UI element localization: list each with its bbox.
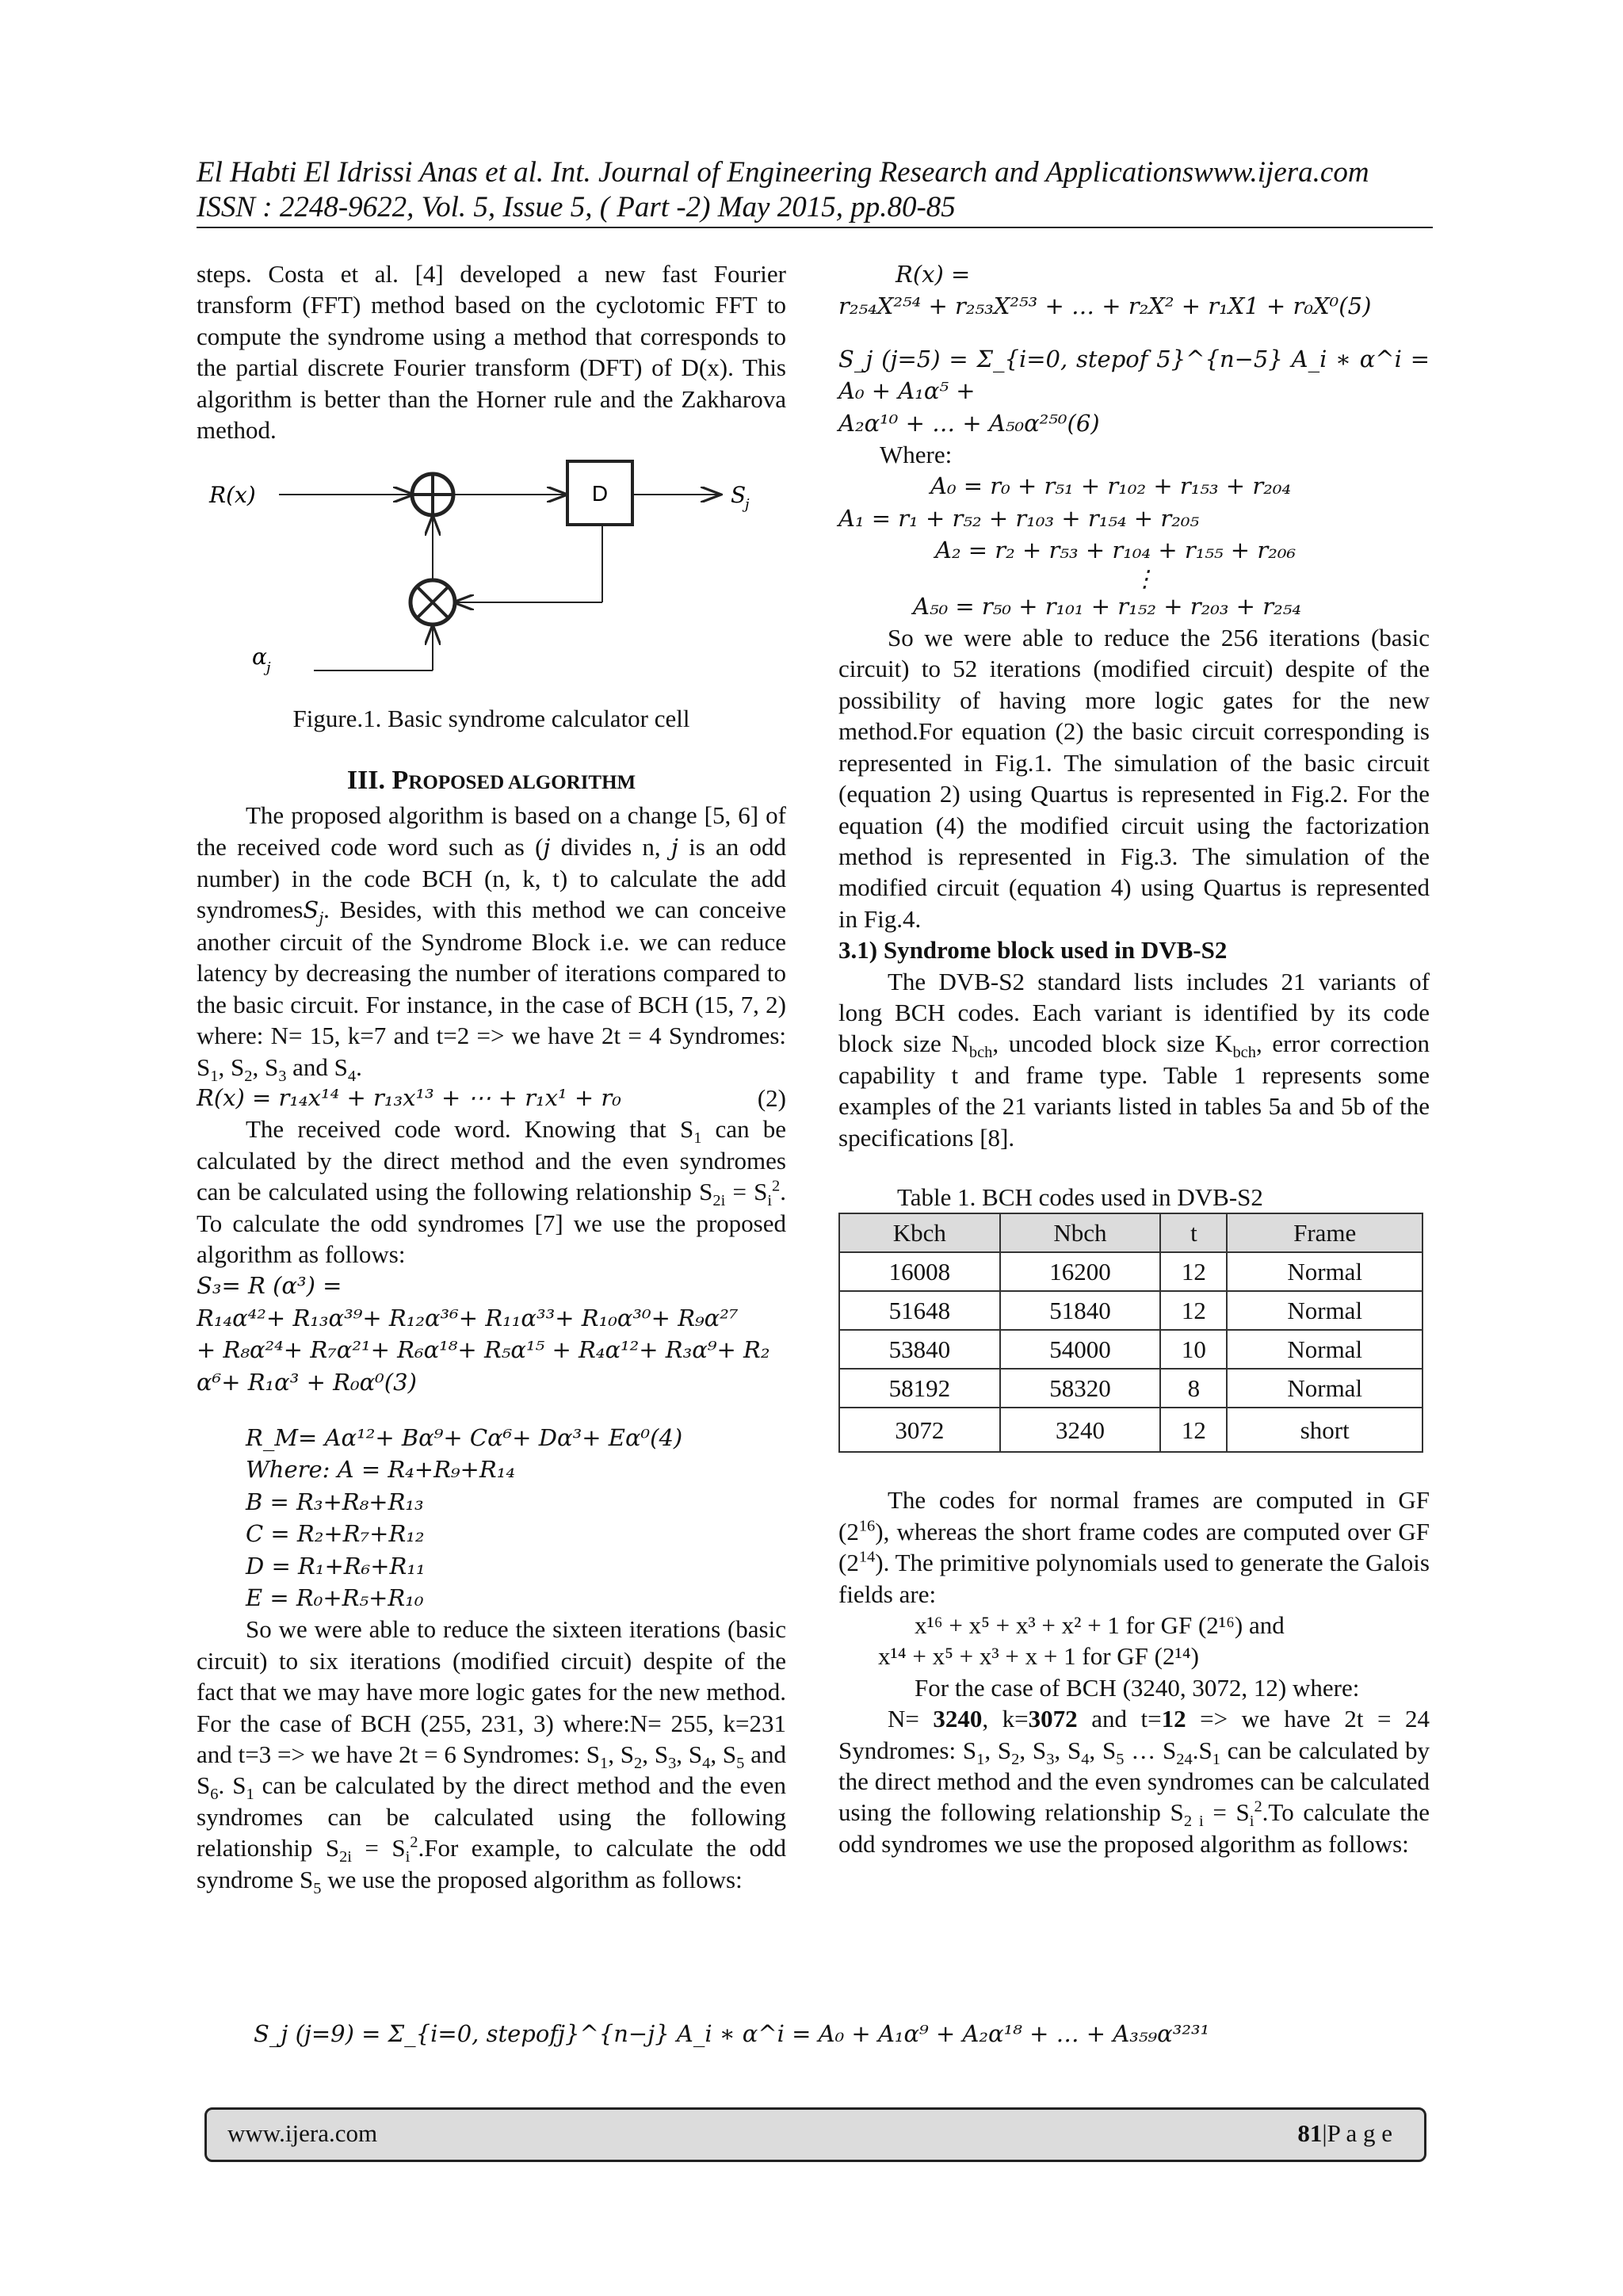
alpha-label: α — [252, 644, 267, 670]
table-header-cell: Kbch — [839, 1213, 1000, 1252]
table-row — [839, 1369, 1423, 1408]
where-label: Where: — [880, 441, 953, 469]
right-para-1: So we were able to reduce the 256 iterations (basic circuit) to 52 iterations (modified circuit) despite of the possibility of having more logic gates for the new method.For equation (2) the basic circuit corresponding is represented in Fig.1. The simulation of the basic circuit (equation 2) using Quartus is represented in Fig.2. For the equation (4) the modified circuit using the factorization method is represented in Fig.3. The simulation of the modified circuit (equation 4) using Quartus is represented in Fig.4. — [838, 624, 1430, 933]
right-para-4: For the case of BCH (3240, 3072, 12) where: — [915, 1673, 1360, 1702]
right-para-3: The codes for normal frames are computed in GF $(2^{16})$, whereas the short frame codes are computed over GF $(2^{14})$. The primitive polynomials used to generate the Galois fields are: — [838, 1486, 1430, 1608]
coef-a50: A₅₀ = r₅₀ + r₁₀₁ + r₁₅₂ + r₂₀₃ + r₂₅₄ — [913, 592, 1301, 620]
where-d: D = R₁+R₆+R₁₁ — [246, 1552, 426, 1580]
table-cell: 12 — [1160, 1408, 1227, 1452]
table-cell: 54000 — [1000, 1330, 1161, 1369]
table-row — [839, 1252, 1423, 1291]
where-c: C = R₂+R₇+R₁₂ — [246, 1520, 425, 1548]
table-cell: Normal — [1227, 1252, 1423, 1291]
where-e: E = R₀+R₅+R₁₀ — [246, 1584, 424, 1611]
table-cell: short — [1227, 1408, 1423, 1452]
coef-a1: A₁ = r₁ + r₅₂ + r₁₀₃ + r₁₅₄ + r₂₀₅ — [838, 504, 1200, 532]
vertical-dots: ⋮ — [1133, 564, 1156, 592]
left-column — [197, 258, 786, 1895]
section-heading-proposed-algorithm: III. PROPOSED ALGORITHM — [346, 765, 636, 795]
table-header-cell: t — [1160, 1213, 1227, 1252]
table-cell: 16200 — [1000, 1252, 1161, 1291]
primitive-poly-1: x¹⁶ + x⁵ + x³ + x² + 1 for GF (2¹⁶) and — [915, 1611, 1285, 1639]
left-para-2: The proposed algorithm is based on a change [5, 6] of the received code word such as (j divides n, j is an odd number) in the code BCH (n, k, t) to calculate the add syndromesS$_j$. Besides, with this method we can conceive another circuit of the Syndrome Block i.e. we can reduce latency by decreasing the number of iterations compared to the basic circuit. For instance, in the case of BCH (15, 7, 2) where: N= 15, k=7 and t=2 => we have 2t = 4 Syndromes: $S_1$, $S_2$, $S_3$ and $S_4$. — [197, 801, 787, 1085]
table-cell: 58320 — [1000, 1369, 1161, 1408]
running-header-issn: ISSN : 2248-9622, Vol. 5, Issue 5, ( Part -2) May 2015, pp.80-85 — [197, 191, 956, 223]
table-cell: 51648 — [839, 1291, 1000, 1330]
table-cell: 51840 — [1000, 1291, 1161, 1330]
table-header-cell: Frame — [1227, 1213, 1423, 1252]
equation-3-line-3: + R₈α²⁴+ R₇α²¹+ R₆α¹⁸+ R₅α¹⁵ + R₄α¹²+ R₃α⁹+ R₂ — [197, 1336, 770, 1364]
output-label: S — [731, 482, 747, 509]
bch-codes-table — [838, 1213, 1423, 1453]
running-header-journal: El Habti El Idrissi Anas et al. Int. Journal of Engineering Research and Applicationswww.ijera.com — [197, 156, 1369, 189]
table-header-row — [839, 1213, 1423, 1252]
right-para-2: The DVB-S2 standard lists includes 21 variants of long BCH codes. Each variant is identified by its code block size $N_{bch}$, uncoded block size $K_{bch}$, error correction capability t and frame type. Table 1 represents some examples of the 21 variants listed in tables 5a and 5b of the specifications [8]. — [838, 967, 1430, 1152]
table-1-caption: Table 1. BCH codes used in DVB-S2 — [897, 1182, 1263, 1211]
left-para-1: steps. Costa et al. [4] developed a new fast Fourier transform (FFT) method based on the cyclotomic FFT to compute the syndrome using a method that corresponds to the partial discrete Fourier transform (DFT) of D(x). This algorithm is better than the Horner rule and the Zakharova method. — [197, 260, 786, 445]
equation-2: R(x) = r₁₄x¹⁴ + r₁₃x¹³ + ⋯ + r₁x¹ + r₀ (2) — [197, 1083, 786, 1112]
output-sub: j — [745, 496, 750, 514]
syndrome-cell-diagram — [197, 457, 786, 698]
table-cell: 16008 — [839, 1252, 1000, 1291]
table-cell: 58192 — [839, 1369, 1000, 1408]
header-rule — [197, 227, 1433, 228]
left-para-4: So we were able to reduce the sixteen iterations (basic circuit) to six iterations (modified circuit) despite of the fact that we may have more logic gates for the new method. For the case of BCH (255, 231, 3) where:N= 255, k=231 and t=3 => we have 2t = 6 Syndromes: $S_1$, $S_2$, $S_3$, $S_4$, $S_5$ and $S_6$. $S_1$ can be calculated by the direct method and the even syndromes can be calculated using the following relationship $S_{2i} = S_i^2.For$ example, to calculate the odd syndrome $S_5$ we use the proposed algorithm as follows: — [197, 1615, 786, 1897]
subsection-heading-dvb-s2: 3.1) Syndrome block used in DVB-S2 — [838, 936, 1228, 965]
equation-4: R_M= Aα¹²+ Bα⁹+ Cα⁶+ Dα³+ Eα⁰(4) — [246, 1423, 683, 1451]
equation-3-line-2: R₁₄α⁴²+ R₁₃α³⁹+ R₁₂α³⁶+ R₁₁α³³+ R₁₀α³⁰+ R₉α²⁷ — [197, 1304, 739, 1331]
table-row — [839, 1291, 1423, 1330]
table-row — [839, 1330, 1423, 1369]
coef-a0: A₀ = r₀ + r₅₁ + r₁₀₂ + r₁₅₃ + r₂₀₄ — [930, 472, 1292, 500]
figure-1-caption: Figure.1. Basic syndrome calculator cell — [292, 705, 690, 733]
equation-6-line-2: A₂α¹⁰ + … + A₅₀α²⁵⁰(6) — [838, 409, 1100, 437]
table-cell: Normal — [1227, 1330, 1423, 1369]
table-cell: Normal — [1227, 1369, 1423, 1408]
delay-label: D — [591, 481, 609, 506]
input-label: R(x) — [209, 482, 256, 509]
left-para-3: The received code word. Knowing that $S_1$ can be calculated by the direct method and the even syndromes can be calculated using the following relationship $S_{2i} = S_i^2$. To calculate the odd syndromes [7] we use the proposed algorithm as follows: — [197, 1115, 786, 1268]
right-para-5: N= 3240, k=3072 and t=12 => we have 2t = 24 Syndromes: $S_1$, $S_2$, $S_3$, $S_4$, $S_5$ … $S_{24}.S_1$ can be calculated by the direct method and the even syndromes can be calculated using the following relationship $S_{2 i} = S_i^2.To$ calculate the odd syndromes we use the proposed algorithm as follows: — [838, 1705, 1430, 1858]
footer-page-number: 81|P a g e — [1297, 2119, 1392, 2147]
figure-1-basic-syndrome-cell — [197, 457, 786, 698]
right-column — [838, 258, 1430, 1859]
where-a: Where: A = R₄+R₉+R₁₄ — [246, 1456, 515, 1484]
primitive-poly-2: x¹⁴ + x⁵ + x³ + x + 1 for GF (2¹⁴) — [878, 1642, 1199, 1671]
equation-6-line-1: S_j (j=5) = Σ_{i=0, stepof 5}^{n−5} A_i ∗ α^i = A₀ + A₁α⁵ + — [838, 345, 1430, 405]
footer-website: www.ijera.com — [227, 2119, 378, 2147]
table-cell: 8 — [1160, 1369, 1227, 1408]
equation-syndrome-j9: S_j (j=9) = Σ_{i=0, stepofj}^{n−j} A_i ∗ α^i = A₀ + A₁α⁹ + A₂α¹⁸ + … + A₃₅₉α³²³¹ — [254, 2020, 1210, 2047]
table-row — [839, 1408, 1423, 1452]
table-header-cell: Nbch — [1000, 1213, 1161, 1252]
table-cell: Normal — [1227, 1291, 1423, 1330]
equation-5-line-1: R(x) = — [896, 261, 971, 288]
table-cell: 12 — [1160, 1252, 1227, 1291]
table-cell: 12 — [1160, 1291, 1227, 1330]
table-cell: 3240 — [1000, 1408, 1161, 1452]
table-cell: 53840 — [839, 1330, 1000, 1369]
alpha-sub: j — [266, 659, 271, 677]
table-cell: 3072 — [839, 1408, 1000, 1452]
where-b: B = R₃+R₈+R₁₃ — [246, 1488, 424, 1515]
equation-5-line-2: r₂₅₄X²⁵⁴ + r₂₅₃X²⁵³ + … + r₂X² + r₁X1 + r₀X⁰(5) — [838, 292, 1372, 320]
page-footer — [204, 2107, 1426, 2162]
equation-3-line-4: α⁶+ R₁α³ + R₀α⁰(3) — [197, 1368, 417, 1396]
table-cell: 10 — [1160, 1330, 1227, 1369]
coef-a2: A₂ = r₂ + r₅₃ + r₁₀₄ + r₁₅₅ + r₂₀₆ — [935, 537, 1296, 564]
equation-3-line-1: S₃= R (α³) = — [197, 1272, 342, 1300]
